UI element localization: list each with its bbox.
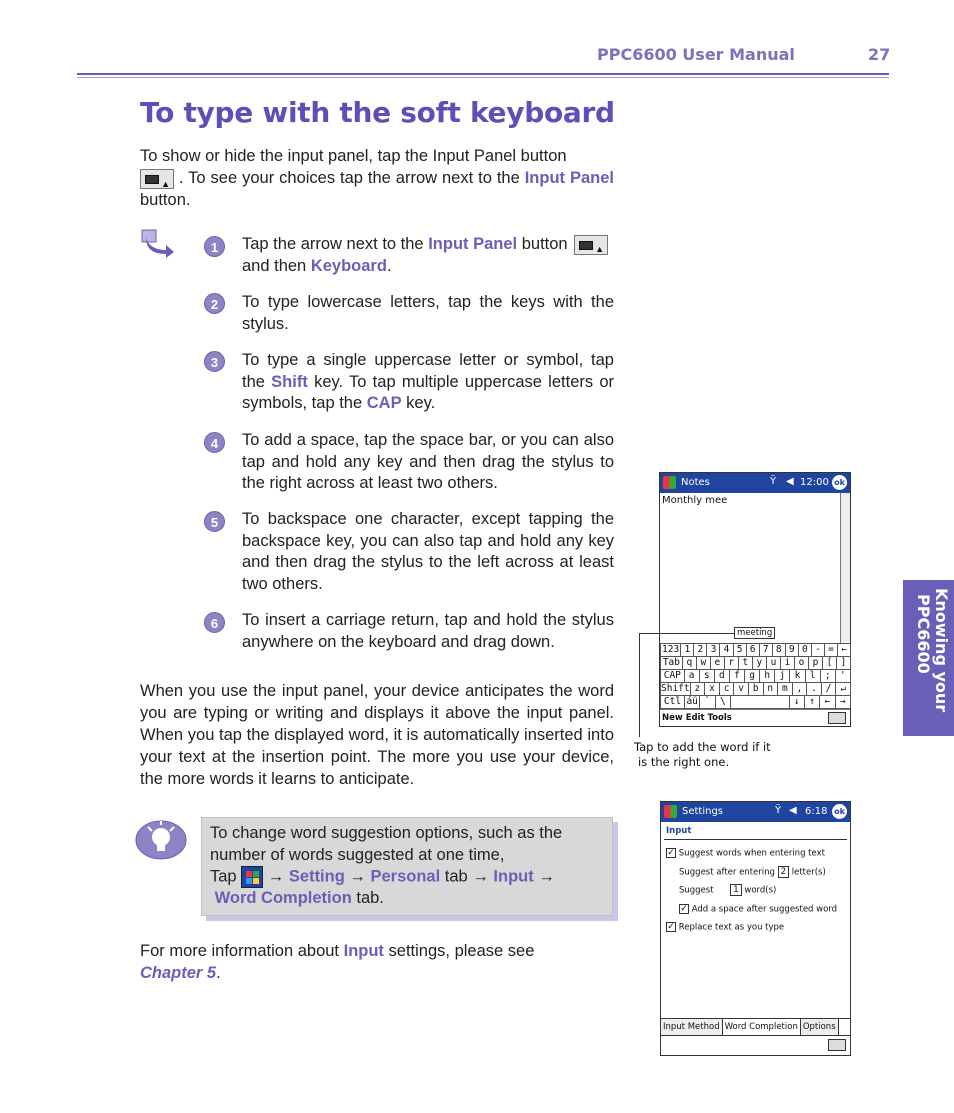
keyboard-key[interactable]: k (789, 669, 805, 683)
keyboard-key[interactable]: - (811, 643, 825, 657)
side-tab-line-1: Knowing your (932, 588, 951, 713)
keyboard-key[interactable]: v (733, 682, 749, 696)
opt-letters-label: letter(s) (791, 867, 826, 878)
more-info-end: . (216, 964, 221, 982)
keyboard-key[interactable]: 8 (772, 643, 786, 657)
procedure-arrow-icon (140, 228, 176, 258)
step-6: To insert a carriage return, tap and hold the stylus anywhere on the keyboard and drag down. (242, 611, 614, 651)
ok-button[interactable]: ok (832, 804, 847, 819)
keyboard-key[interactable]: [ (822, 656, 837, 670)
tip-link-input: Input (493, 867, 534, 886)
input-panel-button-icon: ▲ (574, 235, 608, 255)
settings-section: Input (666, 826, 692, 836)
checkbox[interactable]: ✓ (680, 904, 688, 914)
caption-line-2: is the right one. (638, 755, 730, 769)
checkbox[interactable]: ✓ (667, 922, 675, 932)
notes-menu[interactable]: New Edit Tools (662, 713, 732, 723)
step-number-4: 4 (204, 432, 225, 453)
settings-tabs (661, 1018, 850, 1035)
tab-options[interactable]: Options (801, 1019, 839, 1035)
scrollbar[interactable] (840, 493, 850, 643)
page-number: 27 (868, 45, 891, 64)
keyboard-key[interactable]: y (752, 656, 767, 670)
tip-arrow-2: → (349, 867, 366, 886)
opt-words-label: word(s) (744, 885, 777, 896)
tab-word-completion[interactable]: Word Completion (723, 1019, 801, 1035)
keyboard-key[interactable]: 7 (759, 643, 773, 657)
step-1-link-keyboard: Keyboard (310, 256, 387, 275)
start-icon (664, 805, 677, 818)
keyboard-key[interactable]: 4 (719, 643, 733, 657)
tip-link-personal: Personal (370, 867, 441, 886)
keyboard-row-3 (660, 669, 850, 683)
section-heading: To type with the soft keyboard (140, 96, 615, 129)
step-3-link-shift: Shift (271, 372, 308, 391)
keyboard-key[interactable]: u (766, 656, 781, 670)
keyboard-key[interactable]: 0 (798, 643, 812, 657)
notes-screenshot (659, 472, 851, 727)
intro-paragraph (140, 145, 614, 211)
settings-titlebar (661, 802, 850, 822)
more-info-link-input: Input (343, 942, 384, 960)
step-number-3: 3 (204, 351, 225, 372)
keyboard-key[interactable]: d (714, 669, 730, 683)
opt-suggest-words[interactable] (666, 848, 825, 859)
keyboard-row-4 (660, 682, 850, 696)
manual-title: PPC6600 User Manual (597, 45, 795, 64)
ok-button[interactable]: ok (832, 475, 847, 490)
step-1-text-mid: button (521, 235, 568, 253)
step-number-5: 5 (204, 511, 225, 532)
opt-suggest-after-label: Suggest after entering (679, 867, 775, 878)
chapter-side-tab-label (910, 588, 950, 728)
tip-tab-end: tab. (356, 889, 384, 907)
tip-tab-word: tab (444, 867, 468, 886)
soft-keyboard[interactable] (660, 643, 850, 711)
keyboard-key[interactable]: \ (715, 695, 731, 709)
keyboard-key[interactable]: g (744, 669, 760, 683)
signal-icon: Ÿ (770, 476, 777, 487)
intro-link-input-panel: Input Panel (524, 169, 614, 187)
note-text: Monthly mee (662, 495, 728, 506)
more-info-text-mid: settings, please see (388, 942, 535, 960)
caption (634, 740, 771, 770)
keyboard-key[interactable]: áü (684, 695, 700, 709)
keyboard-key[interactable]: p (808, 656, 823, 670)
notes-title: Notes (681, 477, 710, 488)
keyboard-key[interactable]: Tab (660, 656, 683, 670)
tip-tap: Tap (210, 867, 237, 886)
step-number-1: 1 (204, 236, 225, 257)
step-5: To backspace one character, except tapping the backspace key, you can also tap and hold any key and then drag the stylus to the left across at least two others. (242, 510, 614, 593)
tip-link-word-completion: Word Completion (214, 889, 352, 907)
keyboard-key[interactable]: 9 (785, 643, 799, 657)
callout-line-vertical (639, 633, 640, 737)
keyboard-row-1 (660, 643, 850, 657)
keyboard-key[interactable]: b (748, 682, 764, 696)
opt-replace-label: Replace text as you type (678, 922, 785, 933)
keyboard-key[interactable]: ← (837, 643, 851, 657)
callout-line (639, 633, 735, 634)
more-info-text: For more information about (140, 942, 340, 960)
keyboard-key[interactable]: 1 (680, 643, 694, 657)
opt-suggest-after (679, 866, 826, 878)
input-panel-button-icon: ▲ (140, 169, 174, 189)
keyboard-key[interactable]: ↑ (804, 695, 820, 709)
settings-menu-bar (661, 1035, 850, 1055)
keyboard-key[interactable]: ` (699, 695, 715, 709)
keyboard-key[interactable]: ; (820, 669, 836, 683)
keyboard-key[interactable]: 2 (693, 643, 707, 657)
keyboard-key[interactable]: t (738, 656, 753, 670)
notes-titlebar (660, 473, 850, 493)
start-icon (663, 476, 676, 489)
step-3-text-mid: key. To tap multiple uppercase letters or symbols, tap the (242, 372, 615, 412)
step-number-2: 2 (204, 293, 225, 314)
step-2: To type lowercase letters, tap the keys with the stylus. (242, 293, 614, 333)
tip-arrow-1: → (267, 867, 285, 886)
caption-line-1: Tap to add the word if it (634, 740, 771, 754)
settings-screenshot (660, 801, 851, 1056)
tip-lightbulb-icon (134, 817, 188, 863)
keyboard-key[interactable]: ↵ (835, 682, 851, 696)
step-3-end: key. (406, 394, 436, 412)
tip-link-setting: Setting (288, 867, 345, 886)
words-select[interactable]: 1 (730, 884, 741, 896)
keyboard-key[interactable]: m (777, 682, 793, 696)
opt-add-space[interactable] (679, 904, 837, 915)
keyboard-key[interactable]: 3 (706, 643, 720, 657)
opt-suggest-label: Suggest words when entering text (678, 848, 825, 859)
keyboard-key[interactable]: , (792, 682, 808, 696)
header-rule (77, 73, 889, 75)
keyboard-key[interactable]: Ctl (660, 695, 685, 709)
signal-icon: Ÿ (775, 805, 782, 816)
keyboard-icon[interactable] (828, 712, 846, 724)
keyboard-icon[interactable] (828, 1039, 846, 1051)
opt-add-space-label: Add a space after suggested word (691, 904, 838, 915)
keyboard-key[interactable]: CAP (660, 669, 685, 683)
keyboard-key[interactable]: j (774, 669, 790, 683)
section-rule (664, 839, 847, 840)
keyboard-key[interactable]: h (759, 669, 775, 683)
settings-time: 6:18 (805, 806, 828, 817)
keyboard-key[interactable]: Shift (661, 683, 690, 694)
keyboard-key[interactable]: ' (835, 669, 851, 683)
tip-line-1: To change word suggestion options, such as the number of words suggested at one time, (210, 824, 563, 864)
keyboard-key[interactable]: f (729, 669, 745, 683)
word-suggestion[interactable]: meeting (734, 627, 775, 639)
keyboard-key[interactable]: 123 (660, 643, 681, 657)
keyboard-key[interactable]: e (710, 656, 725, 670)
keyboard-key[interactable]: o (794, 656, 809, 670)
settings-title: Settings (682, 806, 724, 817)
keyboard-key[interactable]: . (806, 682, 822, 696)
intro-text-2: . To see your choices tap the arrow next to the (178, 169, 520, 187)
step-3 (242, 350, 614, 415)
header-rule-thin (77, 77, 889, 78)
tab-input-method[interactable]: Input Method (661, 1019, 723, 1035)
keyboard-key[interactable]: x (704, 682, 720, 696)
keyboard-key[interactable]: r (724, 656, 739, 670)
notes-time: 12:00 (800, 477, 829, 488)
keyboard-key[interactable]: 6 (746, 643, 760, 657)
start-menu-icon (241, 866, 263, 888)
step-3-link-cap: CAP (366, 394, 402, 412)
tip-arrow-4: → (538, 867, 555, 886)
keyboard-key[interactable]: c (719, 682, 735, 696)
opt-suggest-count-label: Suggest (679, 885, 714, 896)
step-1-end: . (386, 256, 392, 275)
keyboard-key[interactable]: l (805, 669, 821, 683)
menu-bar (660, 709, 850, 726)
speaker-icon: ◀ (789, 805, 797, 816)
keyboard-key[interactable]: → (835, 695, 851, 709)
keyboard-key[interactable] (730, 695, 789, 709)
step-4: To add a space, tap the space bar, or you can also tap and hold any key and then drag the stylus to the right across at least two others. (242, 431, 614, 492)
keyboard-key[interactable]: ↓ (789, 695, 805, 709)
keyboard-key[interactable]: a (684, 669, 700, 683)
side-tab-line-2: PPC6600 (914, 594, 933, 674)
keyboard-key[interactable]: / (821, 682, 837, 696)
keyboard-key[interactable]: = (824, 643, 838, 657)
opt-replace-text[interactable] (666, 922, 784, 933)
step-1 (242, 234, 614, 277)
checkbox[interactable]: ✓ (667, 848, 675, 858)
opt-suggest-count (679, 884, 776, 896)
keyboard-key[interactable]: z (690, 682, 706, 696)
keyboard-key[interactable]: i (780, 656, 795, 670)
intro-text-1: To show or hide the input panel, tap the Input Panel button (140, 147, 567, 165)
step-1-text: Tap the arrow next to the (242, 235, 424, 253)
more-info-paragraph (140, 940, 614, 984)
tip-text (210, 823, 605, 910)
step-1-link-input-panel: Input Panel (428, 235, 518, 253)
keyboard-row-2 (660, 656, 850, 670)
keyboard-key[interactable]: w (696, 656, 711, 670)
keyboard-key[interactable]: n (763, 682, 779, 696)
keyboard-key[interactable]: s (699, 669, 715, 683)
letters-select[interactable]: 2 (778, 866, 789, 878)
keyboard-key[interactable]: ] (836, 656, 851, 670)
keyboard-key[interactable]: 5 (733, 643, 747, 657)
keyboard-row-5 (660, 695, 850, 709)
speaker-icon: ◀ (786, 476, 794, 487)
step-number-6: 6 (204, 612, 225, 633)
keyboard-key[interactable]: ← (819, 695, 835, 709)
step-1-text-post: and then (242, 256, 307, 275)
step-3-text: To type a single uppercase letter or symbol, tap the (242, 351, 614, 391)
tip-arrow-3: → (472, 867, 489, 886)
intro-text-3: button. (140, 191, 191, 209)
chapter-link: Chapter 5 (140, 964, 217, 982)
body-paragraph: When you use the input panel, your device anticipates the word you are typing or writing and displays it above the input panel. When you tap the displayed word, it is automatically inserted into your text at the insertion point. The more you use your device, the more words it learns to anticipate. (140, 682, 614, 788)
keyboard-key[interactable]: q (682, 656, 697, 670)
